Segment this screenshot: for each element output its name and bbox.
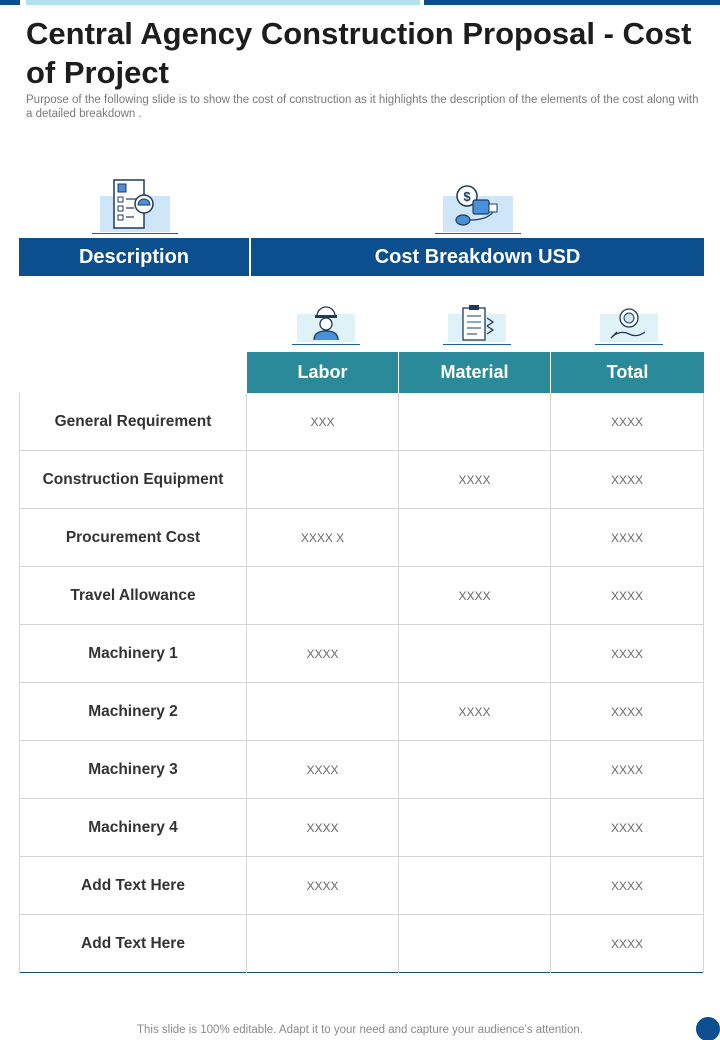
labor-cell [247, 567, 399, 625]
material-cell [399, 915, 551, 973]
footer-note: This slide is 100% editable. Adapt it to your need and capture your audience’s attention. [136, 1024, 584, 1036]
cost-table [19, 393, 704, 973]
total-cell: XXXX [551, 393, 704, 451]
page-title: Central Agency Construction Proposal - Cost of Project [26, 16, 692, 90]
material-cell [399, 857, 551, 915]
material-cell [399, 393, 551, 451]
coin-hand-icon [595, 302, 663, 346]
worker-icon [292, 302, 360, 346]
clipboard-icon [443, 302, 511, 346]
table-row [19, 625, 704, 683]
cost-breakdown-header: Cost Breakdown USD [251, 238, 704, 276]
labor-cell [247, 683, 399, 741]
row-label: Add Text Here [19, 857, 247, 915]
total-cell: XXXX [551, 683, 704, 741]
labor-cell: XXXX [247, 799, 399, 857]
table-row [19, 857, 704, 915]
table-row [19, 915, 704, 973]
table-row [19, 799, 704, 857]
material-cell: XXXX [399, 451, 551, 509]
row-label: Procurement Cost [19, 509, 247, 567]
row-label: Add Text Here [19, 915, 247, 973]
top-accent-bar [0, 0, 20, 5]
svg-text:$: $ [463, 189, 471, 204]
total-cell: XXXX [551, 625, 704, 683]
material-cell [399, 625, 551, 683]
page-subtitle: Purpose of the following slide is to show the cost of construction as it highlights the description of the elements of the cost along with a detailed breakdown . [26, 94, 699, 120]
table-row [19, 509, 704, 567]
labor-cell: XXXX X [247, 509, 399, 567]
row-label: Machinery 2 [19, 683, 247, 741]
top-accent-bar [424, 0, 720, 5]
total-cell: XXXX [551, 799, 704, 857]
table-row [19, 451, 704, 509]
checklist-icon [92, 178, 178, 236]
total-cell: XXXX [551, 915, 704, 973]
row-label: General Requirement [19, 393, 247, 451]
material-cell [399, 741, 551, 799]
column-header-total: Total [551, 352, 704, 393]
top-accent-bar [26, 0, 420, 5]
labor-cell [247, 915, 399, 973]
total-cell: XXXX [551, 741, 704, 799]
corner-dot [696, 1017, 720, 1040]
material-cell: XXXX [399, 683, 551, 741]
labor-cell: XXXX [247, 625, 399, 683]
row-label: Machinery 1 [19, 625, 247, 683]
row-label: Construction Equipment [19, 451, 247, 509]
table-row [19, 567, 704, 625]
money-hand-icon [435, 178, 521, 236]
column-header-labor: Labor [247, 352, 399, 393]
labor-cell [247, 451, 399, 509]
row-label: Machinery 3 [19, 741, 247, 799]
total-cell: XXXX [551, 509, 704, 567]
labor-cell: XXXX [247, 741, 399, 799]
table-row [19, 741, 704, 799]
material-cell: XXXX [399, 567, 551, 625]
table-row [19, 393, 704, 451]
row-label: Travel Allowance [19, 567, 247, 625]
total-cell: XXXX [551, 857, 704, 915]
description-header: Description [19, 238, 249, 276]
column-header-material: Material [399, 352, 551, 393]
material-cell [399, 799, 551, 857]
labor-cell: XXX [247, 393, 399, 451]
material-cell [399, 509, 551, 567]
labor-cell: XXXX [247, 857, 399, 915]
total-cell: XXXX [551, 451, 704, 509]
table-row [19, 683, 704, 741]
row-label: Machinery 4 [19, 799, 247, 857]
total-cell: XXXX [551, 567, 704, 625]
